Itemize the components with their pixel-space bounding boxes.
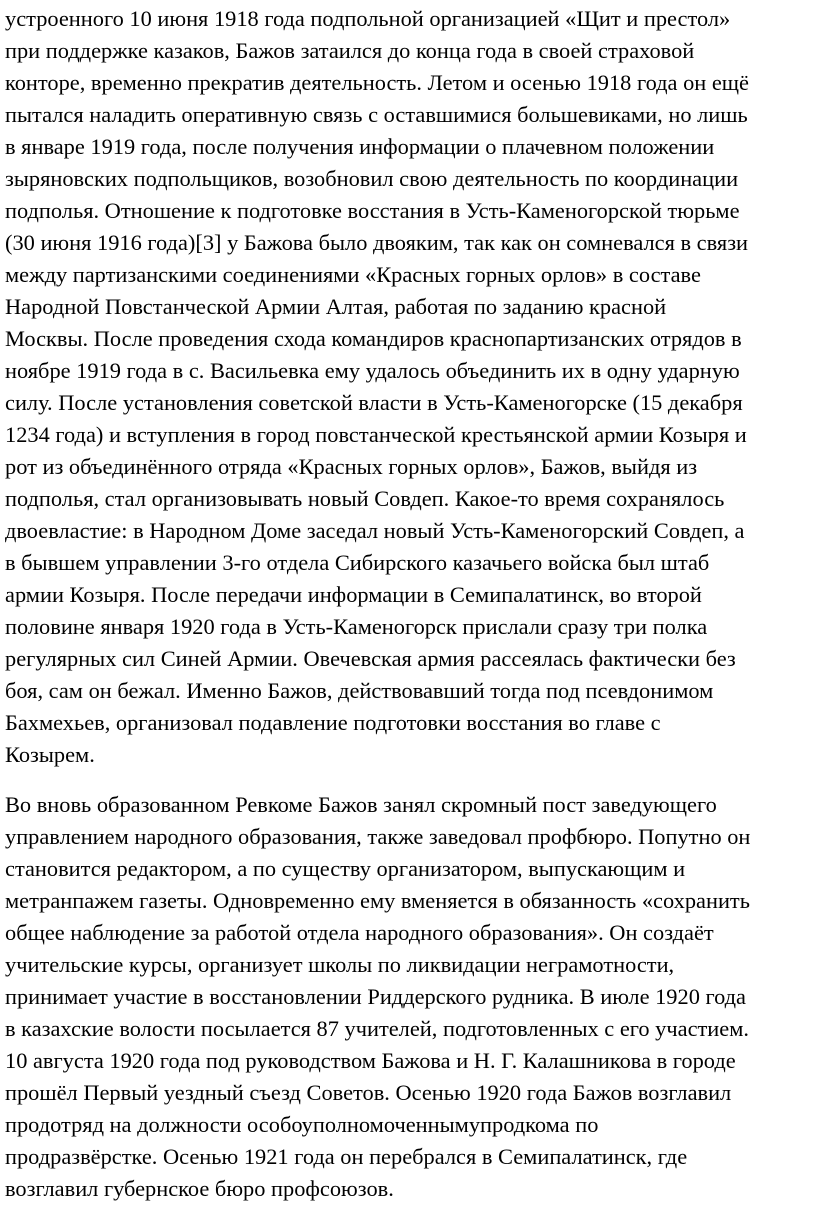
text-line: силу. После установления советской власти в Усть-Каменогорске (15 декабря <box>5 390 743 415</box>
text-line: двоевластие: в Народном Доме заседал новый Усть-Каменогорский Совдеп, а <box>5 518 745 543</box>
text-line: ноябре 1919 года в с. Васильевка ему удалось объединить их в одну ударную <box>5 358 740 383</box>
text-line: между партизанскими соединениями «Красных горных орлов» в составе <box>5 262 701 287</box>
text-line: в январе 1919 года, после получения информации о плачевном положении <box>5 134 715 159</box>
text-line: (30 июня 1916 года)[3] у Бажова было двояким, так как он сомневался в связи <box>5 230 749 255</box>
text-line: прошёл Первый уездный съезд Советов. Осенью 1920 года Бажов возглавил <box>5 1080 732 1105</box>
text-line: становится редактором, а по существу организатором, выпускающим и <box>5 856 686 881</box>
text-line: устроенного 10 июня 1918 года подпольной организацией «Щит и престол» <box>5 6 731 31</box>
text-line: подполья. Отношение к подготовке восстания в Усть-Каменогорской тюрьме <box>5 198 740 223</box>
text-line: пытался наладить оперативную связь с оставшимися большевиками, но лишь <box>5 102 748 127</box>
text-line: возглавил губернское бюро профсоюзов. <box>5 1176 394 1201</box>
text-line: при поддержке казаков, Бажов затаился до конца года в своей страховой <box>5 38 695 63</box>
text-line: подполья, стал организовывать новый Совдеп. Какое-то время сохранялось <box>5 486 725 511</box>
text-line: продразвёрстке. Осенью 1921 года он перебрался в Семипалатинск, где <box>5 1144 688 1169</box>
text-line: в бывшем управлении 3-го отдела Сибирского казачьего войска был штаб <box>5 550 710 575</box>
text-line: Москвы. После проведения схода командиров краснопартизанских отрядов в <box>5 326 742 351</box>
text-line: регулярных сил Синей Армии. Овечевская армия рассеялась фактически без <box>5 646 736 671</box>
text-line: управлением народного образования, также заведовал профбюро. Попутно он <box>5 824 751 849</box>
text-line: в казахские волости посылается 87 учителей, подготовленных с его участием. <box>5 1016 749 1041</box>
text-line: конторе, временно прекратив деятельность. Летом и осенью 1918 года он ещё <box>5 70 749 95</box>
text-line: 10 августа 1920 года под руководством Бажова и Н. Г. Калашникова в городе <box>5 1048 736 1073</box>
text-line: Народной Повстанческой Армии Алтая, работая по заданию красной <box>5 294 667 319</box>
text-line: армии Козыря. После передачи информации в Семипалатинск, во второй <box>5 582 702 607</box>
text-line: зыряновских подпольщиков, возобновил свою деятельность по координации <box>5 166 739 191</box>
text-line: метранпажем газеты. Одновременно ему вменяется в обязанность «сохранить <box>5 888 750 913</box>
text-line: общее наблюдение за работой отдела народного образования». Он создаёт <box>5 920 714 945</box>
text-line: Во вновь образованном Ревкоме Бажов занял скромный пост заведующего <box>5 792 717 817</box>
text-line: Козырем. <box>5 742 95 767</box>
text-line: боя, сам он бежал. Именно Бажов, действовавший тогда под псевдонимом <box>5 678 714 703</box>
text-line: Бахмехьев, организовал подавление подготовки восстания во главе с <box>5 710 661 735</box>
text-line: учительские курсы, организует школы по ликвидации неграмотности, <box>5 952 675 977</box>
text-line: рот из объединённого отряда «Красных горных орлов», Бажов, выйдя из <box>5 454 698 479</box>
text-line: продотряд на должности особоуполномоченнымупродкома по <box>5 1112 599 1137</box>
text-line: половине января 1920 года в Усть-Каменогорск прислали сразу три полка <box>5 614 708 639</box>
text-line: 1234 года) и вступления в город повстанческой крестьянской армии Козыря и <box>5 422 747 447</box>
text-line: принимает участие в восстановлении Риддерского рудника. В июле 1920 года <box>5 984 746 1009</box>
